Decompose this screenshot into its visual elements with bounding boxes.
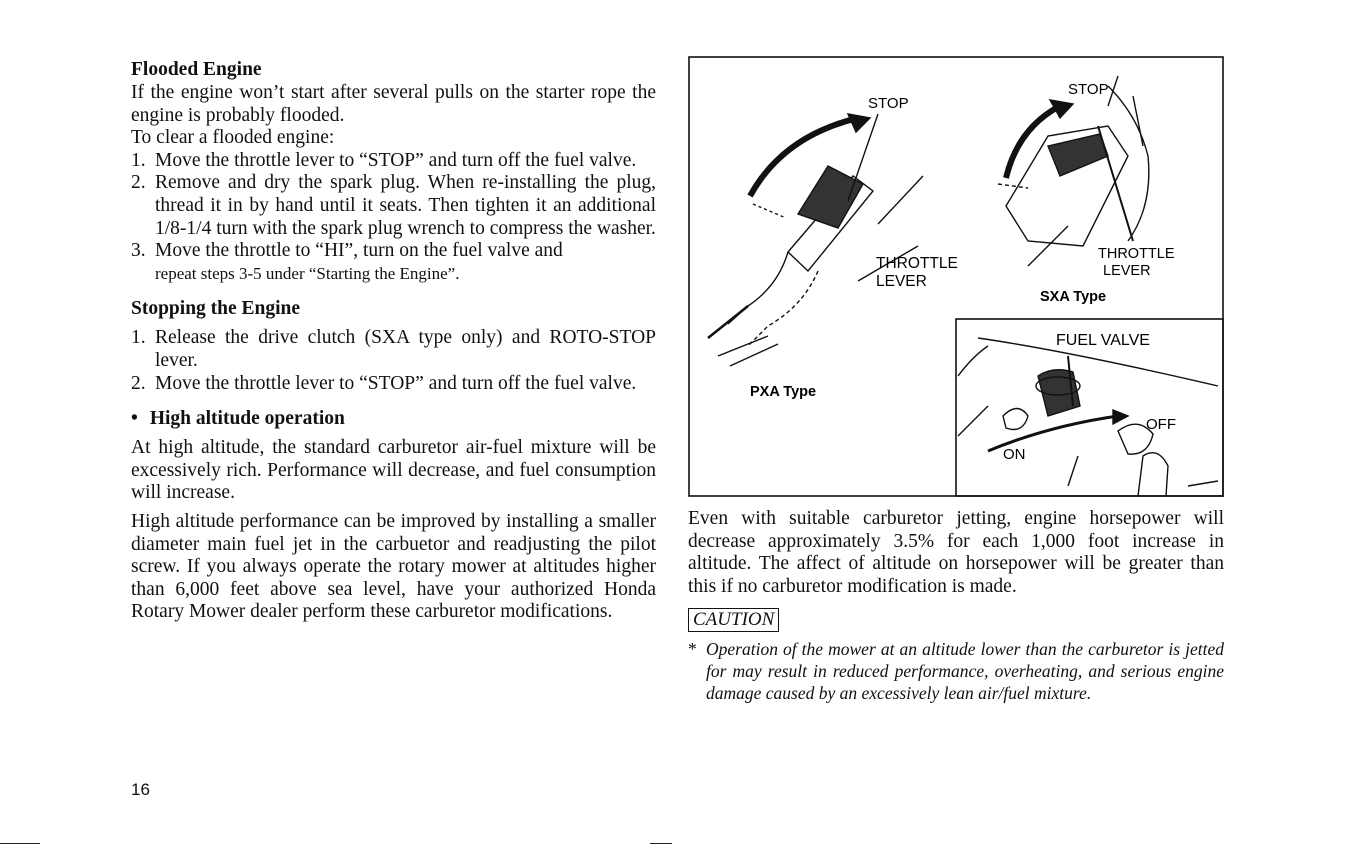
flooded-step-2 <box>131 172 656 240</box>
asterisk-icon: * <box>688 639 697 660</box>
stopping-step-2 <box>131 373 656 396</box>
fuel-off-label: OFF <box>1146 416 1176 433</box>
flooded-step-3 <box>131 240 656 285</box>
stopping-engine-heading: Stopping the Engine <box>131 298 301 320</box>
figure-illustration <box>688 56 1224 497</box>
step-number: 3. <box>131 240 146 262</box>
sxa-throttle-illustration <box>998 76 1149 266</box>
high-altitude-title: High altitude operation <box>149 408 345 430</box>
flooded-engine-heading: Flooded Engine <box>131 59 262 80</box>
sxa-stop-label: STOP <box>1068 81 1109 98</box>
caution-text: Operation of the mower at an altitude lower than the carburetor is jetted for may result in reduced performance, overheating, and serious engine damage caused by an excessively lean air/fuel mixture. <box>706 639 1224 704</box>
step-text: Release the drive clutch (SXA type only) and ROTO-STOP lever. <box>155 327 656 371</box>
step-number: 2. <box>131 172 146 194</box>
sxa-throttle-label: THROTTLE <box>1098 246 1175 262</box>
throttle-fuel-figure <box>688 56 1224 497</box>
page-number: 16 <box>131 780 150 799</box>
bullet-icon: • <box>131 408 138 430</box>
pxa-throttle-label: THROTTLE <box>876 255 958 272</box>
stopping-step-1 <box>131 327 656 372</box>
fuel-on-label: ON <box>1003 446 1026 463</box>
stopping-steps <box>131 327 656 395</box>
step-text: Move the throttle to “HI”, turn on the fuel valve and <box>155 240 563 262</box>
high-altitude-heading <box>131 407 656 431</box>
pxa-throttle-illustration <box>708 114 923 366</box>
step-text: Move the throttle lever to “STOP” and turn off the fuel valve. <box>155 149 637 171</box>
step-number: 1. <box>131 327 146 349</box>
step-text: Remove and dry the spark plug. When re-installing the plug, thread it in by hand until it seats. Then tighten it an additional 1/8-1/4 turn with the spark plug wrench to compress the washer. <box>155 172 656 239</box>
pxa-lever-label: LEVER <box>876 273 927 290</box>
pxa-type-label: PXA Type <box>750 384 817 400</box>
sxa-lever-label: LEVER <box>1103 263 1151 279</box>
step-number: 1. <box>131 149 146 171</box>
crop-mark <box>0 843 40 844</box>
flooded-step-1 <box>131 150 656 173</box>
step-number: 2. <box>131 372 146 394</box>
pxa-stop-label: STOP <box>868 95 909 112</box>
caution-item <box>688 638 1224 704</box>
sxa-type-label: SXA Type <box>1040 289 1107 305</box>
altitude-para-2: High altitude performance can be improved by installing a smaller diameter main fuel jet in the carbuetor and readjusting the pilot screw. If you always operate the rotary mower at altitudes higher than 6,000 feet above sea level, have your authorized Honda Rotary Mower dealer perform these carburetor modifications. <box>131 510 656 623</box>
fuel-valve-label: FUEL VALVE <box>1056 332 1150 349</box>
flooded-intro: If the engine won’t start after several pulls on the starter rope the engine is probably flooded. <box>131 82 656 126</box>
horsepower-para: Even with suitable carburetor jetting, engine horsepower will decrease approximately 3.5% for each 1,000 foot increase in altitude. The affect of altitude on horsepower will be greater than this if no carburetor modification is made. <box>688 508 1224 597</box>
flooded-steps <box>131 150 656 286</box>
left-column <box>131 58 656 624</box>
altitude-para-1: At high altitude, the standard carburetor air-fuel mixture will be excessively rich. Performance will decrease, and fuel consumption will increase. <box>131 437 656 504</box>
right-column <box>688 508 1224 704</box>
fuel-valve-illustration <box>958 338 1218 496</box>
step-text: Move the throttle lever to “STOP” and turn off the fuel valve. <box>155 372 637 394</box>
step-text-continued: repeat steps 3-5 under “Starting the Engine”. <box>155 263 460 283</box>
crop-mark <box>650 843 672 844</box>
flooded-clear-label: To clear a flooded engine: <box>131 127 335 149</box>
caution-label: CAUTION <box>688 608 779 632</box>
